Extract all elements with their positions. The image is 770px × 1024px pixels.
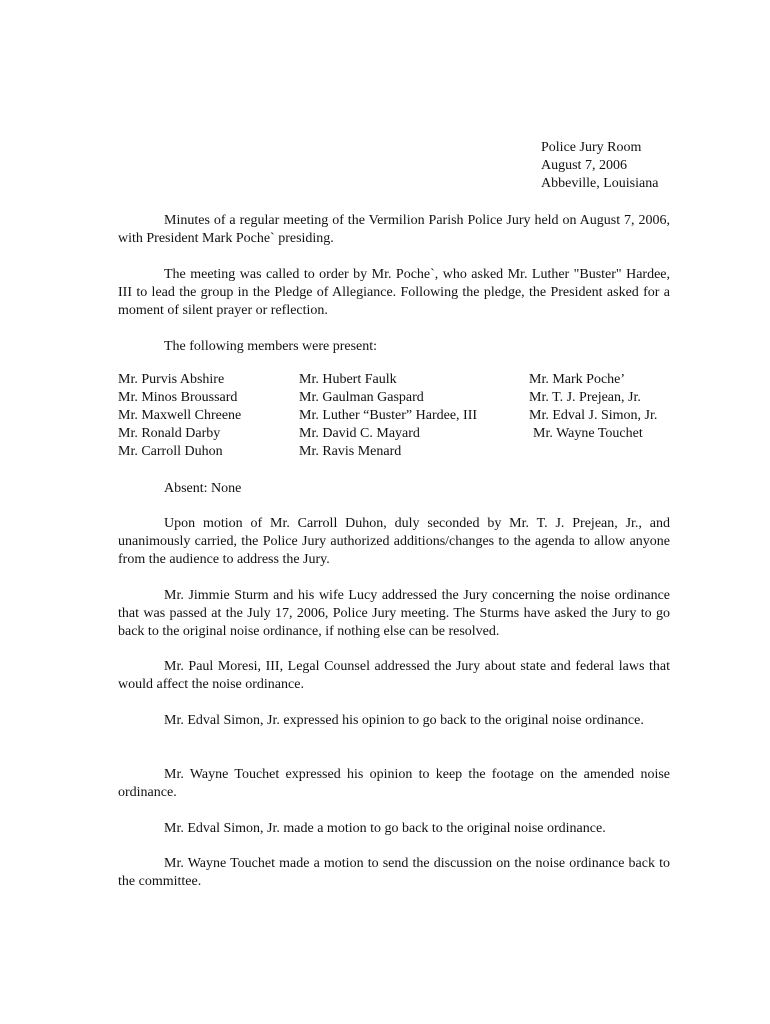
member-name: Mr. Wayne Touchet (533, 426, 643, 441)
member-name: Mr. Hubert Faulk (299, 372, 397, 387)
meeting-date: August 7, 2006 (541, 158, 627, 173)
member-name: Mr. T. J. Prejean, Jr. (529, 390, 641, 405)
paragraph-touchet-opinion (118, 766, 670, 802)
members-list (118, 371, 678, 463)
paragraph-text: Mr. Wayne Touchet made a motion to send the discussion on the noise ordinance back to the committee. (118, 856, 670, 889)
paragraph-simon-opinion (118, 712, 670, 730)
paragraph-simon-motion: Mr. Edval Simon, Jr. made a motion to go back to the original noise ordinance. (164, 821, 606, 836)
members-column-1 (118, 371, 241, 461)
paragraph-text: Mr. Jimmie Sturm and his wife Lucy addressed the Jury concerning the noise ordinance that was passed at the July 17, 2006, Police Jury meeting. The Sturms have asked the Jury to go back to the original noise ordinance, if nothing else can be resolved. (118, 588, 670, 639)
paragraph-text: The meeting was called to order by Mr. Poche`, who asked Mr. Luther "Buster" Hardee, III to lead the group in the Pledge of Allegiance. Following the pledge, the President asked for a moment of silent prayer or reflection. (118, 267, 670, 318)
paragraph-sturm (118, 587, 670, 641)
members-column-3 (529, 371, 657, 443)
member-name: Mr. Mark Poche’ (529, 372, 626, 387)
member-name: Mr. David C. Mayard (299, 426, 420, 441)
meeting-location: Police Jury Room (541, 140, 642, 155)
paragraph-text: Mr. Wayne Touchet expressed his opinion to keep the footage on the amended noise ordinance. (118, 767, 670, 800)
member-name: Mr. Purvis Abshire (118, 372, 225, 387)
location-date-block (541, 139, 751, 193)
paragraph-opening (118, 212, 670, 248)
paragraph-text: Upon motion of Mr. Carroll Duhon, duly seconded by Mr. T. J. Prejean, Jr., and unanimously carried, the Police Jury authorized additions/changes to the agenda to allow anyone from the audience to address the Jury. (118, 516, 670, 567)
member-name: Mr. Ronald Darby (118, 426, 221, 441)
member-name: Mr. Gaulman Gaspard (299, 390, 424, 405)
members-column-2 (299, 371, 477, 461)
absent-line: Absent: None (164, 481, 242, 496)
paragraph-text: Mr. Paul Moresi, III, Legal Counsel addressed the Jury about state and federal laws that would affect the noise ordinance. (118, 659, 670, 692)
paragraph-text: Minutes of a regular meeting of the Vermilion Parish Police Jury held on August 7, 2006, with President Mark Poche` presiding. (118, 213, 670, 246)
member-name: Mr. Carroll Duhon (118, 444, 223, 459)
member-name: Mr. Maxwell Chreene (118, 408, 242, 423)
member-name: Mr. Ravis Menard (299, 444, 402, 459)
member-name: Mr. Minos Broussard (118, 390, 238, 405)
member-name: Mr. Luther “Buster” Hardee, III (299, 408, 478, 423)
paragraph-motion-agenda (118, 515, 670, 569)
paragraph-call-to-order (118, 266, 670, 320)
paragraph-moresi (118, 658, 670, 694)
members-present-heading: The following members were present: (164, 339, 378, 354)
meeting-city: Abbeville, Louisiana (541, 176, 659, 191)
paragraph-touchet-motion (118, 855, 670, 891)
member-name: Mr. Edval J. Simon, Jr. (529, 408, 658, 423)
paragraph-text: Mr. Edval Simon, Jr. expressed his opinion to go back to the original noise ordinance. (164, 713, 644, 728)
